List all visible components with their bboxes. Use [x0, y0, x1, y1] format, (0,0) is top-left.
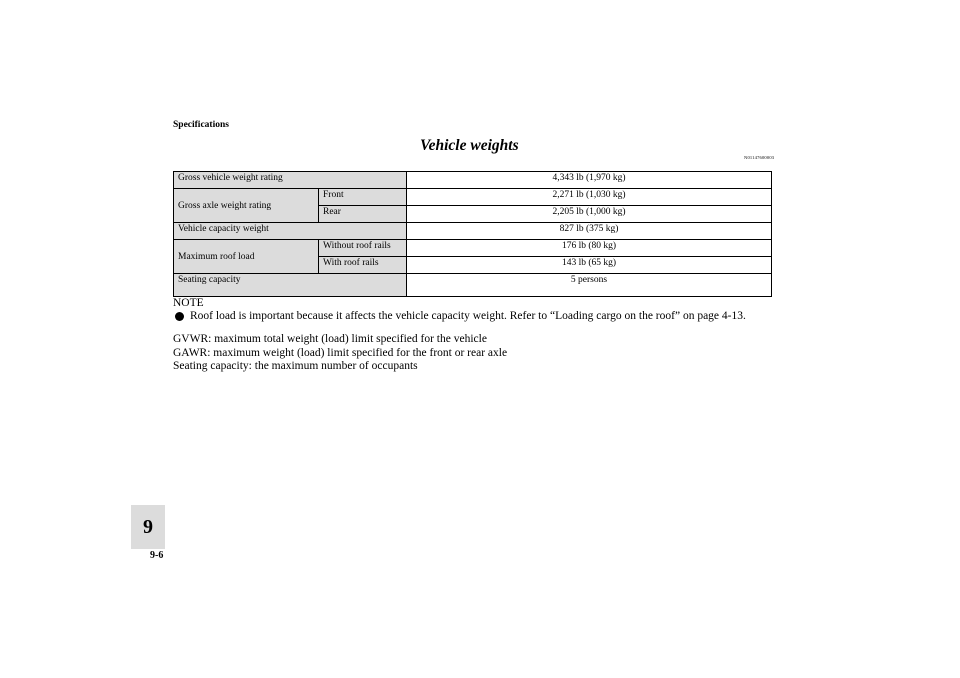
chapter-number: 9: [143, 515, 153, 538]
page-title: Vehicle weights: [420, 137, 519, 154]
definition-seating: Seating capacity: the maximum number of occupants: [173, 360, 418, 372]
note-title: NOTE: [173, 297, 204, 309]
table-row: [174, 240, 772, 257]
capacity-label: Vehicle capacity weight: [174, 223, 407, 240]
roof-without-label: Without roof rails: [319, 240, 407, 257]
capacity-value: 827 lb (375 kg): [407, 223, 772, 240]
roof-with-label: With roof rails: [319, 257, 407, 274]
gawr-rear-label: Rear: [319, 206, 407, 223]
table-row: [174, 172, 772, 189]
seating-label: Seating capacity: [174, 274, 407, 297]
definition-gawr: GAWR: maximum weight (load) limit specified for the front or rear axle: [173, 346, 508, 359]
gawr-label: Gross axle weight rating: [174, 189, 319, 223]
roof-load-label: Maximum roof load: [174, 240, 319, 274]
gawr-front-value: 2,271 lb (1,030 kg): [407, 189, 772, 206]
gvwr-value: 4,343 lb (1,970 kg): [407, 172, 772, 189]
seating-value: 5 persons: [407, 274, 772, 297]
roof-without-value: 176 lb (80 kg): [407, 240, 772, 257]
gawr-front-label: Front: [319, 189, 407, 206]
gvwr-label: Gross vehicle weight rating: [174, 172, 407, 189]
note-item: [173, 310, 746, 323]
section-header: Specifications: [173, 120, 229, 130]
page-number: 9-6: [150, 550, 164, 561]
definitions: [173, 333, 507, 374]
roof-with-value: 143 lb (65 kg): [407, 257, 772, 274]
vehicle-weights-table: [173, 171, 772, 297]
definition-gvwr: GVWR: maximum total weight (load) limit specified for the vehicle: [173, 333, 487, 345]
table-row: [174, 189, 772, 206]
note-block: [173, 296, 746, 323]
table-row: [174, 274, 772, 297]
note-text: Roof load is important because it affects the vehicle capacity weight. Refer to “Loading cargo on the roof” on page 4-13.: [190, 310, 746, 322]
chapter-tab: [131, 505, 165, 549]
table-row: [174, 223, 772, 240]
document-code: N01147600003: [744, 155, 775, 160]
gawr-rear-value: 2,205 lb (1,000 kg): [407, 206, 772, 223]
bullet-icon: [175, 312, 184, 321]
